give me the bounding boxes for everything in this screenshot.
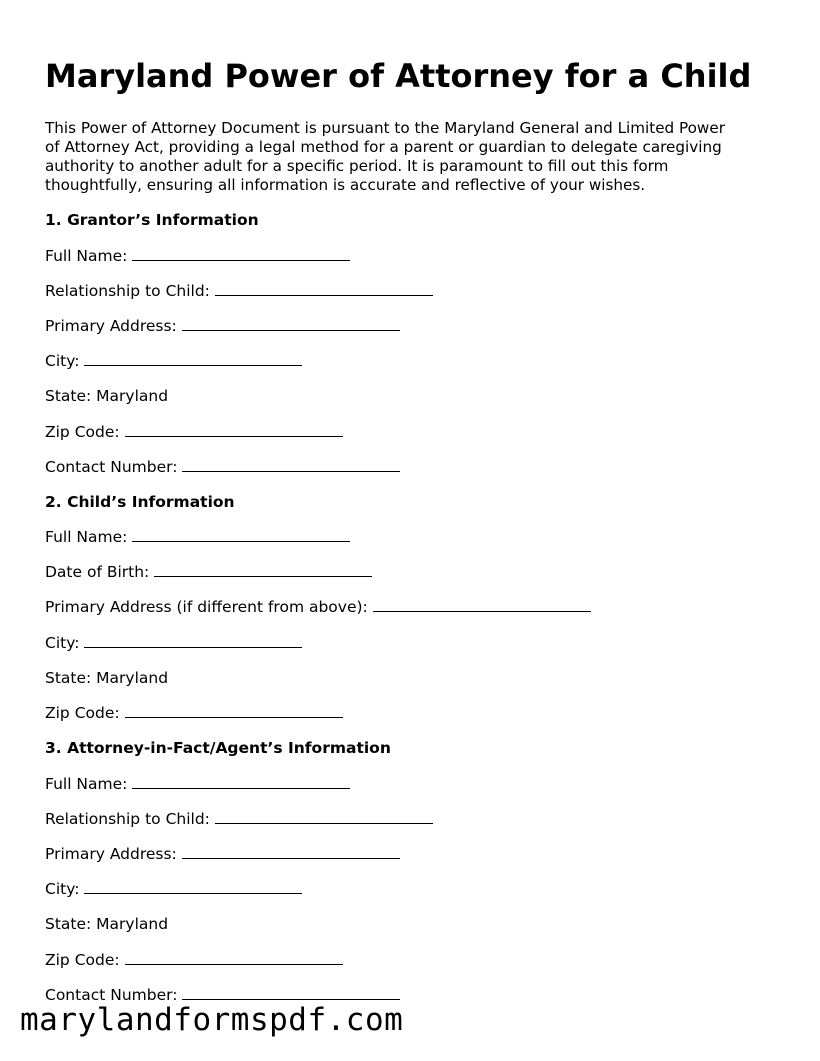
- field-label: Primary Address:: [45, 845, 177, 863]
- field-label: Relationship to Child:: [45, 810, 210, 828]
- field-label: State: Maryland: [45, 387, 169, 405]
- fill-in-blank[interactable]: [182, 985, 400, 1000]
- agent-zip-field[interactable]: [45, 950, 343, 970]
- fill-in-blank[interactable]: [132, 774, 350, 789]
- fill-in-blank[interactable]: [132, 246, 350, 261]
- grantor-city-field[interactable]: [45, 351, 302, 371]
- fill-in-blank[interactable]: [154, 562, 372, 577]
- fill-in-blank[interactable]: [84, 633, 302, 648]
- field-label: Full Name:: [45, 775, 128, 793]
- fill-in-blank[interactable]: [182, 844, 400, 859]
- document-title: Maryland Power of Attorney for a Child: [45, 57, 752, 95]
- agent-full-name-field[interactable]: [45, 774, 350, 794]
- child-date-of-birth-field[interactable]: [45, 562, 372, 582]
- intro-line: authority to another adult for a specific period. It is paramount to fill out this form: [45, 157, 669, 175]
- section-heading-agent: 3. Attorney-in-Fact/Agent’s Information: [45, 739, 391, 757]
- section-heading-child: 2. Child’s Information: [45, 493, 235, 511]
- section-heading-grantor: 1. Grantor’s Information: [45, 211, 259, 229]
- fill-in-blank[interactable]: [215, 809, 433, 824]
- fill-in-blank[interactable]: [182, 457, 400, 472]
- field-label: State: Maryland: [45, 669, 169, 687]
- intro-line: This Power of Attorney Document is pursuant to the Maryland General and Limited Power: [45, 119, 725, 137]
- child-city-field[interactable]: [45, 633, 302, 653]
- field-label: Zip Code:: [45, 423, 120, 441]
- fill-in-blank[interactable]: [215, 281, 433, 296]
- grantor-state-text: [45, 386, 168, 406]
- field-label: Contact Number:: [45, 986, 178, 1004]
- intro-line: thoughtfully, ensuring all information is accurate and reflective of your wishes.: [45, 176, 646, 194]
- field-label: Date of Birth:: [45, 563, 150, 581]
- grantor-address-field[interactable]: [45, 316, 400, 336]
- agent-address-field[interactable]: [45, 844, 400, 864]
- fill-in-blank[interactable]: [84, 879, 302, 894]
- field-label: City:: [45, 352, 80, 370]
- fill-in-blank[interactable]: [125, 422, 343, 437]
- child-state-text: [45, 668, 168, 688]
- field-label: State: Maryland: [45, 915, 169, 933]
- fill-in-blank[interactable]: [373, 597, 591, 612]
- field-label: Full Name:: [45, 528, 128, 546]
- intro-line: of Attorney Act, providing a legal method for a parent or guardian to delegate caregiving: [45, 138, 722, 156]
- intro-paragraph: [45, 119, 785, 195]
- child-full-name-field[interactable]: [45, 527, 350, 547]
- field-label: Zip Code:: [45, 704, 120, 722]
- agent-relationship-field[interactable]: [45, 809, 433, 829]
- child-zip-field[interactable]: [45, 703, 343, 723]
- field-label: Primary Address (if different from above):: [45, 598, 368, 616]
- agent-state-text: [45, 914, 168, 934]
- site-watermark: marylandformspdf.com: [20, 1002, 404, 1038]
- field-label: City:: [45, 880, 80, 898]
- field-label: Contact Number:: [45, 458, 178, 476]
- field-label: Relationship to Child:: [45, 282, 210, 300]
- field-label: Primary Address:: [45, 317, 177, 335]
- grantor-contact-field[interactable]: [45, 457, 400, 477]
- field-label: Full Name:: [45, 247, 128, 265]
- fill-in-blank[interactable]: [84, 351, 302, 366]
- grantor-full-name-field[interactable]: [45, 246, 350, 266]
- fill-in-blank[interactable]: [125, 950, 343, 965]
- grantor-relationship-field[interactable]: [45, 281, 433, 301]
- field-label: Zip Code:: [45, 951, 120, 969]
- child-address-field[interactable]: [45, 597, 591, 617]
- fill-in-blank[interactable]: [132, 527, 350, 542]
- field-label: City:: [45, 634, 80, 652]
- fill-in-blank[interactable]: [125, 703, 343, 718]
- agent-city-field[interactable]: [45, 879, 302, 899]
- grantor-zip-field[interactable]: [45, 422, 343, 442]
- fill-in-blank[interactable]: [182, 316, 400, 331]
